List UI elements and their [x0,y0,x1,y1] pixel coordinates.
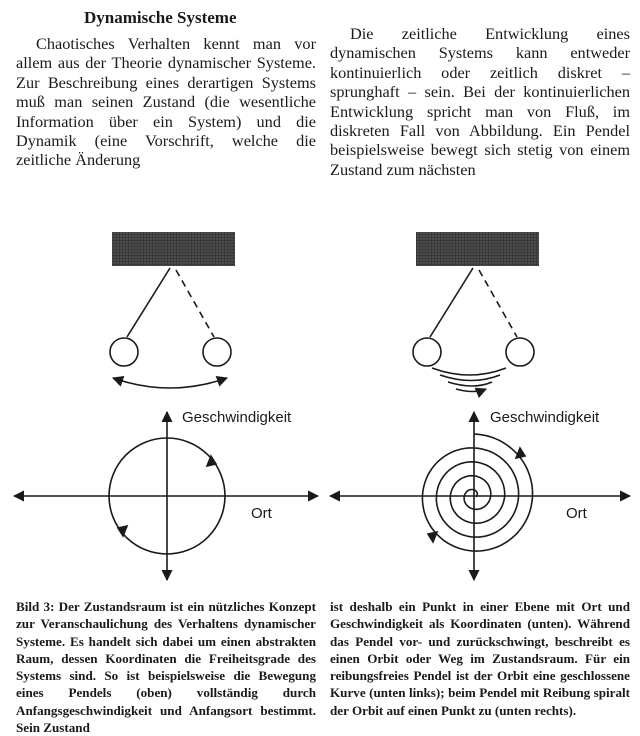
right-pendulum-ceiling [416,232,539,266]
left-x-axis-label: Ort [251,505,272,522]
figure-caption-right: ist deshalb ein Punkt in einer Ebene mit Ort und Geschwindigkeit als Koordinaten (unten). Während das Pendel vor- und zurückschwingt, beschreibt es einen Orbit oder Weg im Zustandsraum. Für ein reibungsfreies Pendel ist der Orbit eine geschlossene Kurve (unten links); beim Pendel mit Reibung spiralt der Orbit auf einen Punkt zu (unten rechts). [330,599,630,718]
left-pendulum-rod [127,268,170,337]
left-swing-arrow [113,378,227,388]
left-paragraph: Chaotisches Verhalten kennt man vor allem aus der Theorie dynamischer Systeme. Zur Beschreibung eines derartigen Systems muß man seinen Zustand (die wesentliche Information über ein System) und die Dynamik (eine Vorschrift, welche die zeitliche Änderung [16,34,316,170]
right-pendulum-rod [430,268,473,337]
right-damped-swing-arrow [432,368,506,392]
left-orbit-arrow-top [207,456,216,466]
left-pendulum-ceiling [112,232,235,266]
right-column [330,8,630,179]
left-y-axis-label: Geschwindigkeit [182,409,292,426]
pendulum-figure [0,190,640,590]
right-pendulum [413,232,539,392]
left-pendulum-bob [110,338,138,366]
right-spiral-orbit [422,434,532,551]
right-pendulum-bob [413,338,441,366]
right-phase-space [330,412,630,580]
right-spiral-arrow-bottom [428,532,437,542]
left-phase-space [14,412,318,580]
article-title: Dynamische Systeme [84,8,237,27]
left-pendulum-bob-ghost [203,338,231,366]
right-x-axis-label: Ort [566,505,587,522]
left-pendulum [110,232,235,388]
left-orbit-arrow-bottom [118,526,127,536]
right-pendulum-rod-dashed [479,270,517,337]
figure-caption-left: Bild 3: Der Zustandsraum ist ein nützliches Konzept zur Veranschaulichung des Verhaltens dynamischer Systeme. Es handelt sich dabei um einen abstrakten Raum, dessen Koordinaten die Freiheitsgrade des Systems sind. So ist beispielsweise die Bewegung eines Pendels (oben) vollständig durch Anfangsgeschwindigkeit und Anfangsort bestimmt. Sein Zustand [16,599,316,736]
left-pendulum-rod-dashed [176,270,214,337]
right-pendulum-bob-ghost [506,338,534,366]
left-column [16,8,316,170]
right-y-axis-label: Geschwindigkeit [490,409,600,426]
right-spiral-arrow-top [516,448,525,458]
right-paragraph: Die zeitliche Entwicklung eines dynamischen Systems kann entweder kontinuierlich oder zeitlich diskret – sprunghaft – sein. Bei der kontinuierlichen Entwicklung spricht man von Fluß, im diskreten Fall von Abbildung. Ein Pendel beispielsweise bewegt sich stetig von einem Zustand zum nächsten [330,24,630,179]
